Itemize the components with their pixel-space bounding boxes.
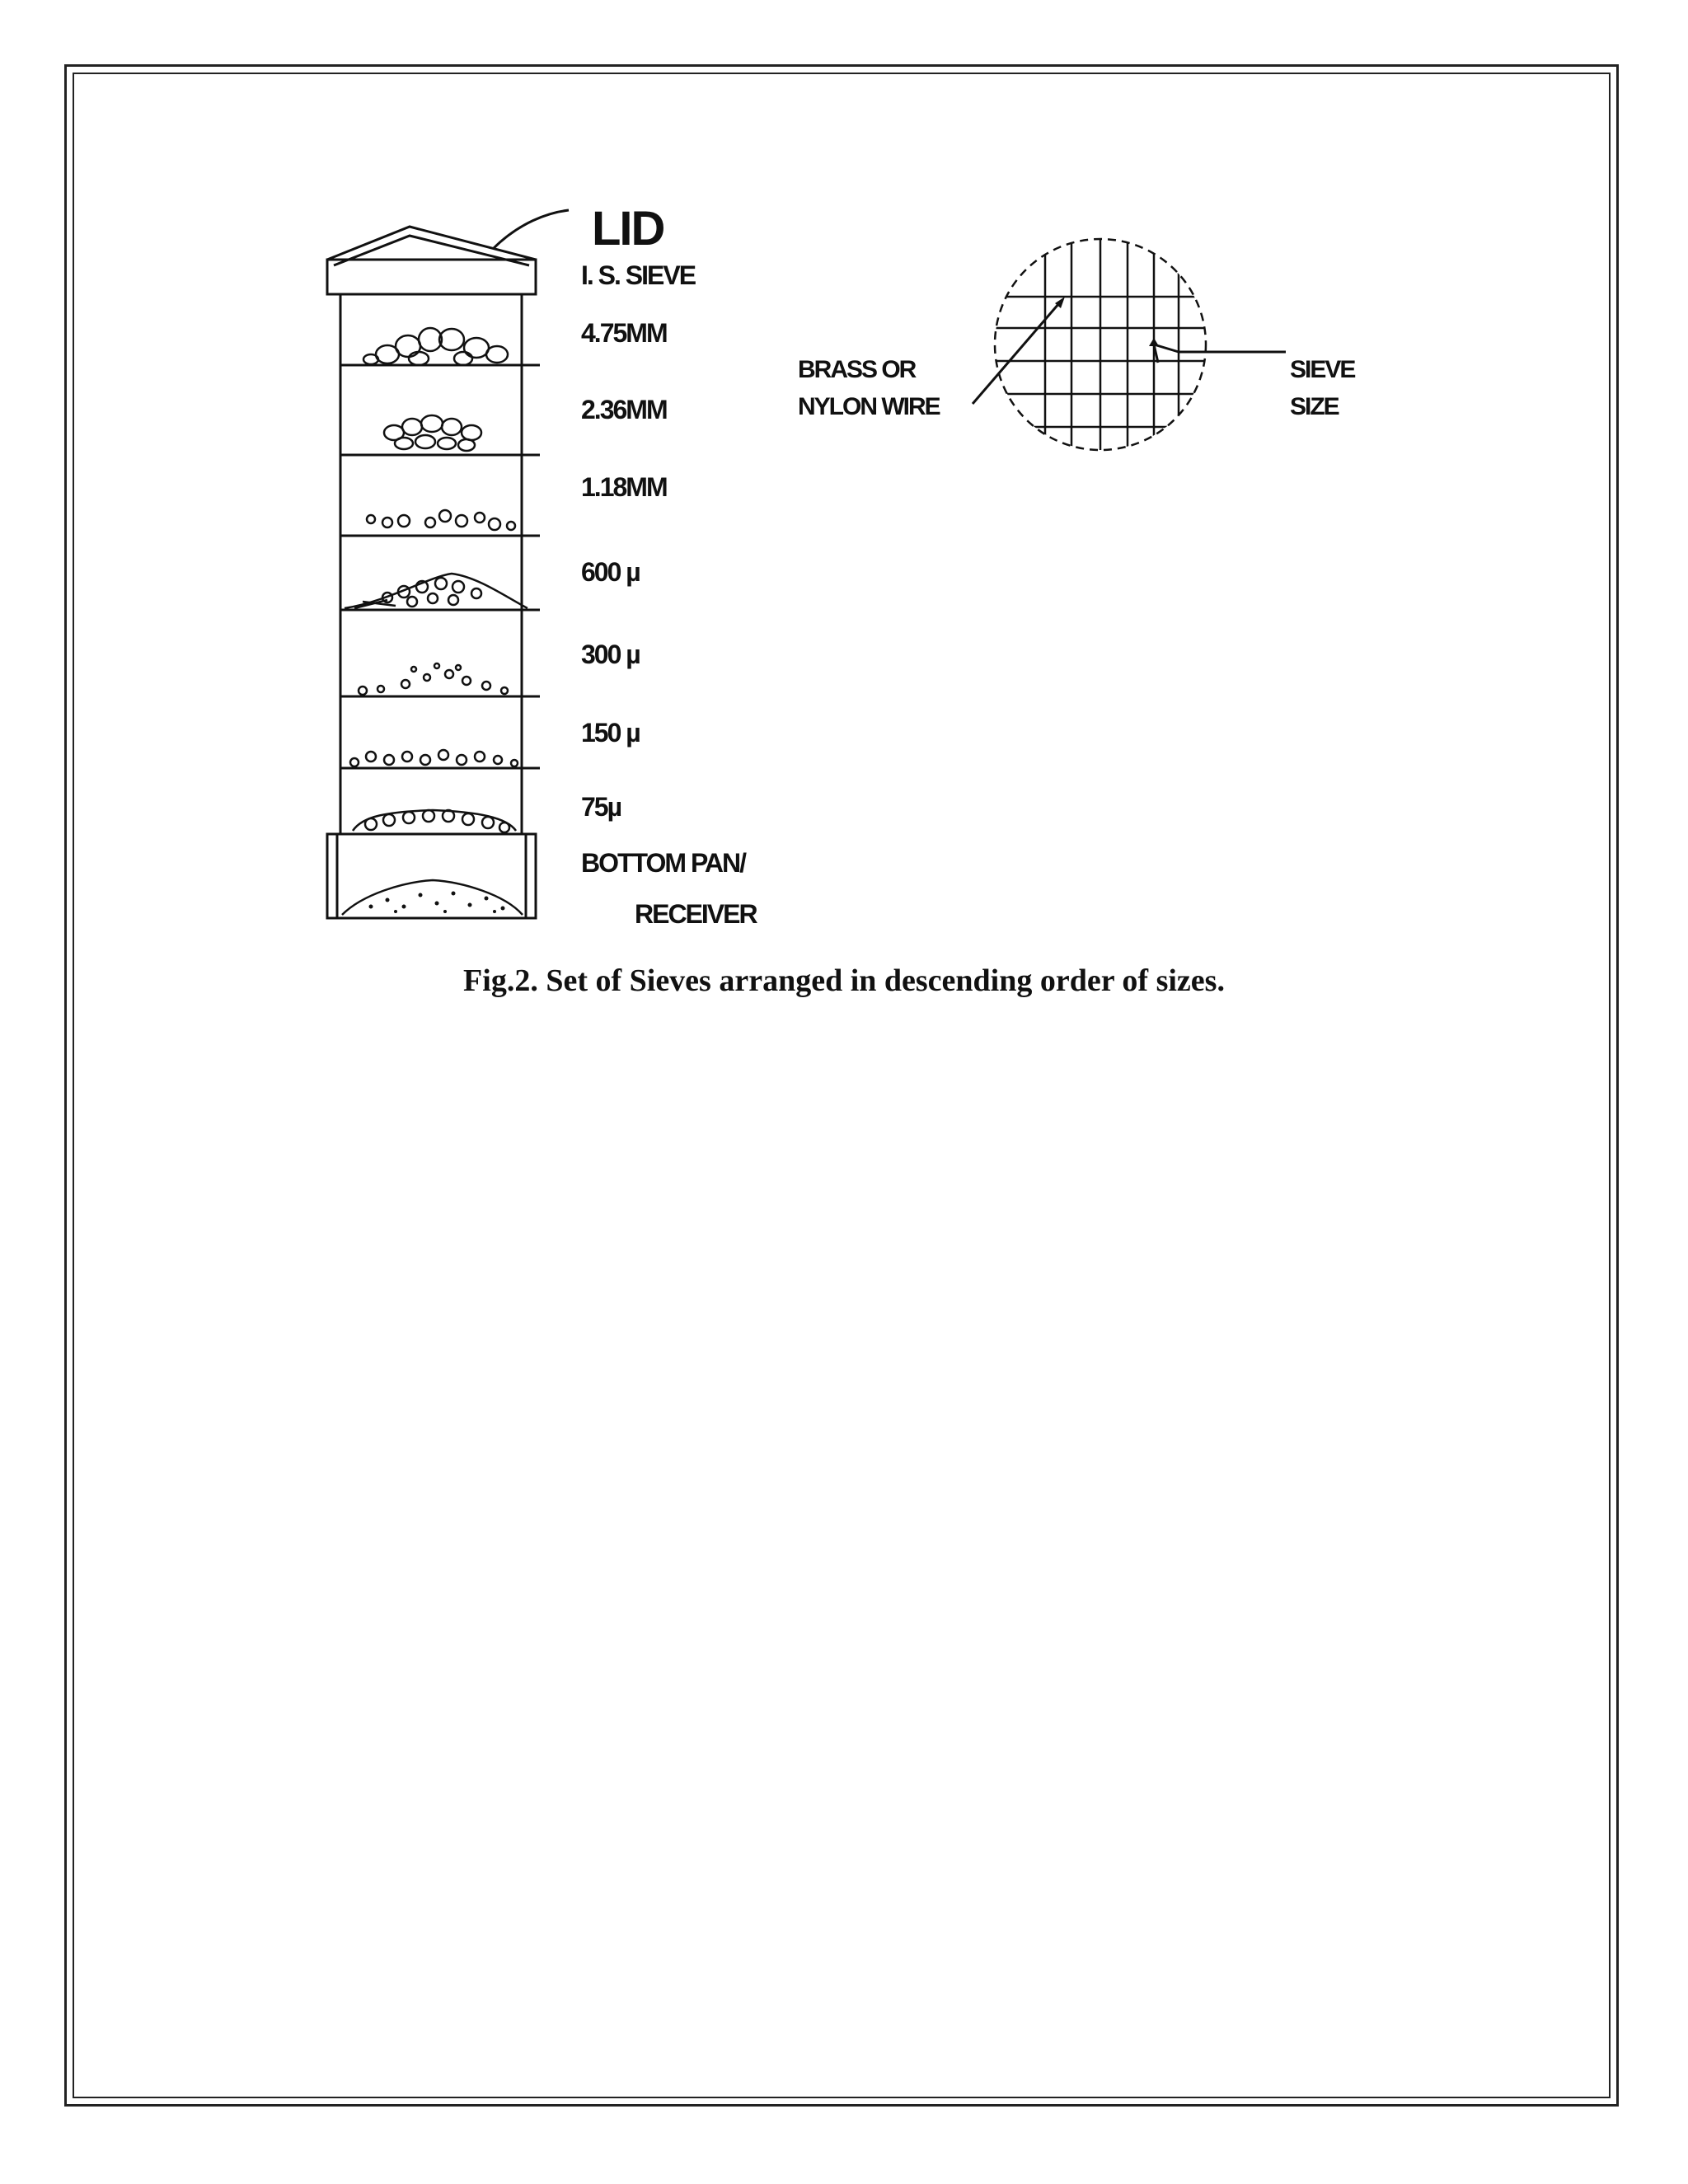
pan-dust [369, 892, 505, 914]
pan-label-line2: RECEIVER [635, 899, 757, 929]
sieve-label-4-75mm: 4.75MM [581, 318, 667, 348]
mesh-wire-label-line2: NYLON WIRE [798, 393, 940, 420]
stack-title: I. S. SIEVE [581, 260, 696, 290]
mesh-wire-label-line1: BRASS OR [798, 356, 916, 383]
mesh-detail [973, 239, 1286, 450]
mesh-size-label-line1: SIEVE [1290, 356, 1355, 383]
sieve-label-1-18mm: 1.18MM [581, 472, 667, 502]
sieve-label-600u: 600 µ [581, 557, 640, 587]
sieve-label-2-36mm: 2.36MM [581, 395, 667, 424]
mesh-size-label-line2: SIZE [1290, 393, 1339, 420]
sieve-label-75u: 75µ [581, 792, 621, 822]
sieve-label-150u: 150 µ [581, 718, 640, 748]
figure-caption: Fig.2. Set of Sieves arranged in descending order of sizes. [463, 963, 1225, 998]
lid-label: LID [592, 202, 664, 255]
particles [342, 328, 528, 915]
sieve-label-300u: 300 µ [581, 640, 640, 669]
pan-label-line1: BOTTOM PAN/ [581, 848, 746, 878]
lid [327, 210, 569, 294]
